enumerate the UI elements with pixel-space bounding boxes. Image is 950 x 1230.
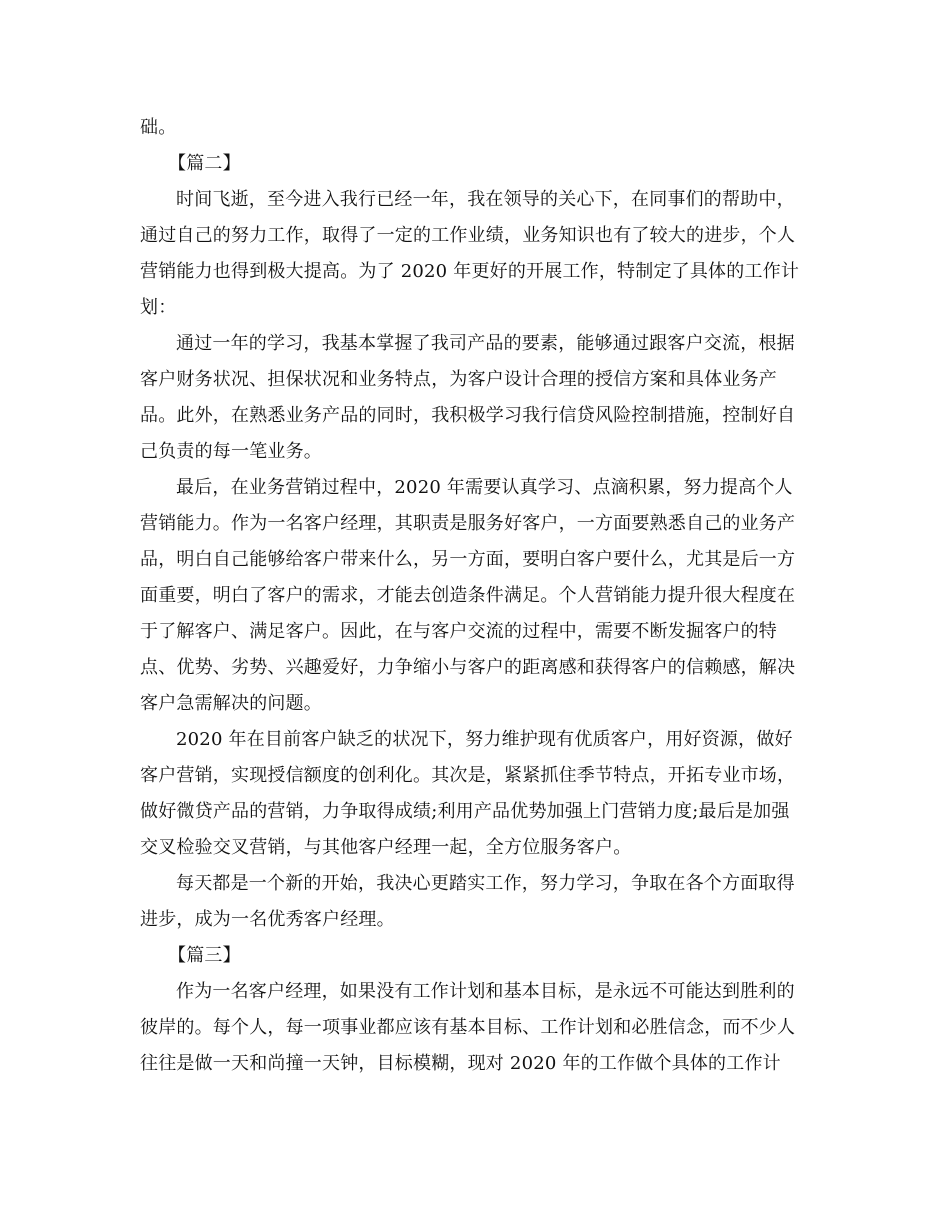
text-line: 进步，成为一名优秀客户经理。 (140, 909, 395, 930)
text-line: 交叉检验交叉营销，与其他客户经理一起，全方位服务客户。 (140, 837, 632, 858)
text-line: 划： (140, 297, 177, 318)
text-line: 每天都是一个新的开始，我决心更踏实工作，努力学习，争取在各个方面取得 (176, 873, 795, 894)
text-line: 品。此外，在熟悉业务产品的同时，我积极学习我行信贷风险控制措施，控制好自 (140, 405, 796, 426)
section-heading: 【篇二】 (168, 153, 241, 174)
text-line: 营销能力。作为一名客户经理，其职责是服务好客户，一方面要熟悉自己的业务产 (140, 513, 796, 534)
text-line: 品，明白自己能够给客户带来什么，另一方面，要明白客户要什么，尤其是后一方 (140, 549, 796, 570)
text-line: 客户急需解决的问题。 (140, 693, 322, 714)
section-heading: 【篇三】 (168, 945, 241, 966)
text-line: 客户营销，实现授信额度的创利化。其次是，紧紧抓住季节特点，开拓专业市场， (140, 765, 796, 786)
text-line: 础。 (140, 117, 177, 138)
text-line: 客户财务状况、担保状况和业务特点，为客户设计合理的授信方案和具体业务产 (140, 369, 777, 390)
text-line: 面重要，明白了客户的需求，才能去创造条件满足。个人营销能力提升很大程度在 (140, 585, 796, 606)
text-line: 往往是做一天和尚撞一天钟，目标模糊，现对 2020 年的工作做个具体的工作计 (140, 1053, 781, 1074)
text-line: 作为一名客户经理，如果没有工作计划和基本目标，是永远不可能达到胜利的 (176, 981, 795, 1002)
text-line: 于了解客户、满足客户。因此，在与客户交流的过程中，需要不断发掘客户的特 (140, 621, 777, 642)
text-line: 做好微贷产品的营销，力争取得成绩;利用产品优势加强上门营销力度;最后是加强 (140, 801, 790, 822)
text-line: 彼岸的。每个人，每一项事业都应该有基本目标、工作计划和必胜信念，而不少人 (140, 1017, 796, 1038)
text-line: 通过一年的学习，我基本掌握了我司产品的要素，能够通过跟客户交流，根据 (176, 333, 795, 354)
text-line: 2020 年在目前客户缺乏的状况下，努力维护现有优质客户，用好资源，做好 (176, 729, 793, 750)
text-line: 营销能力也得到极大提高。为了 2020 年更好的开展工作，特制定了具体的工作计 (140, 261, 800, 282)
text-line: 最后，在业务营销过程中，2020 年需要认真学习、点滴积累，努力提高个人 (176, 477, 793, 498)
text-line: 点、优势、劣势、兴趣爱好，力争缩小与客户的距离感和获得客户的信赖感，解决 (140, 657, 796, 678)
text-line: 己负责的每一笔业务。 (140, 441, 322, 462)
text-line: 通过自己的努力工作，取得了一定的工作业绩，业务知识也有了较大的进步，个人 (140, 225, 796, 246)
text-line: 时间飞逝，至今进入我行已经一年，我在领导的关心下，在同事们的帮助中， (176, 189, 795, 210)
